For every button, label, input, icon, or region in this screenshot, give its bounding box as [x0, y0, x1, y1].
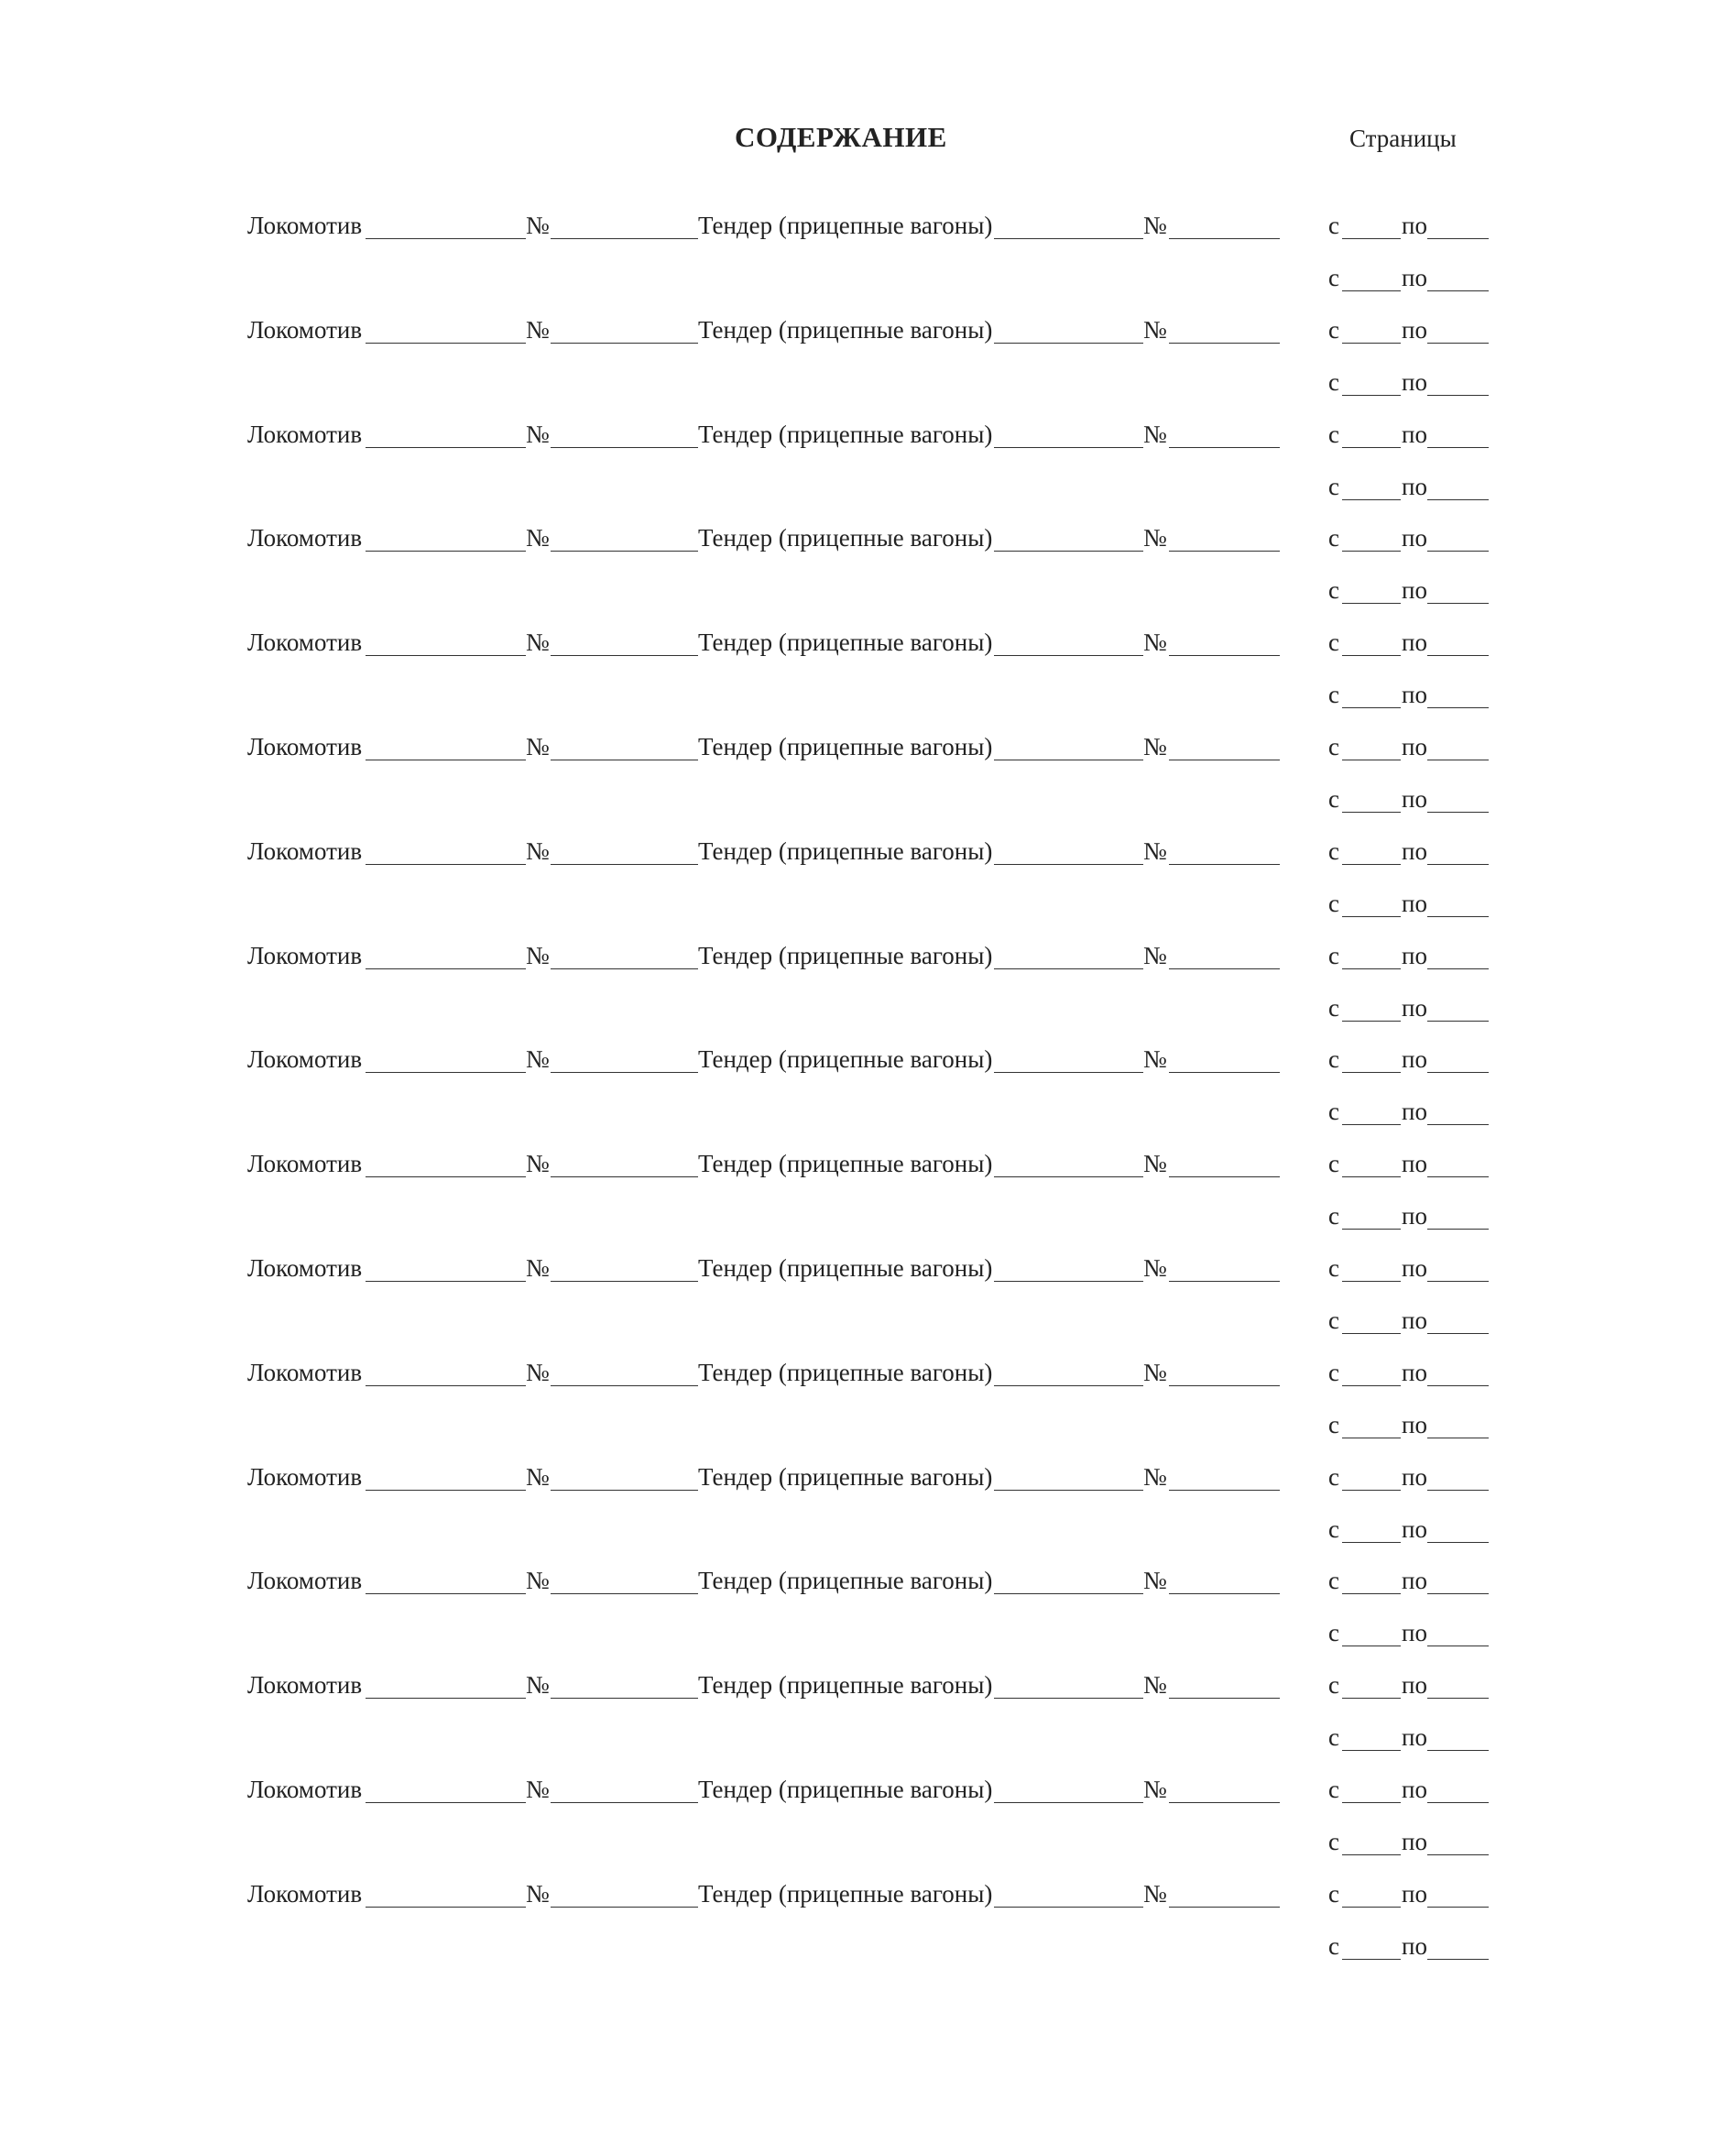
page-from-label: с — [1328, 1932, 1339, 1960]
page-to-blank[interactable] — [1427, 1124, 1489, 1125]
page-range — [0, 1197, 1736, 1234]
page-to-blank[interactable] — [1427, 290, 1489, 291]
page-range — [0, 1562, 1736, 1599]
page-to-blank[interactable] — [1427, 1854, 1489, 1855]
locomotive-number-label: № — [526, 629, 550, 656]
tender-label: Тендер (прицепные вагоны) — [698, 942, 993, 969]
page-from-blank[interactable] — [1342, 1750, 1401, 1751]
page-to-blank[interactable] — [1427, 968, 1489, 969]
page-from-label: с — [1328, 316, 1339, 344]
page-range — [0, 1250, 1736, 1286]
page-from-label: с — [1328, 1150, 1339, 1177]
page-from-blank[interactable] — [1342, 1593, 1401, 1594]
page-to-label: по — [1402, 1098, 1427, 1125]
page-to-blank[interactable] — [1427, 447, 1489, 448]
locomotive-number-label: № — [526, 1776, 550, 1803]
tender-number-label: № — [1143, 942, 1167, 969]
locomotive-label: Локомотив — [247, 1045, 363, 1073]
page-to-blank[interactable] — [1427, 1802, 1489, 1803]
tender-number-label: № — [1143, 1463, 1167, 1491]
locomotive-number-label: № — [526, 524, 550, 552]
page-to-label: по — [1402, 1567, 1427, 1594]
page-from-blank[interactable] — [1342, 1229, 1401, 1230]
page-to-label: по — [1402, 1254, 1427, 1282]
page-to-blank[interactable] — [1427, 603, 1489, 604]
page-from-label: с — [1328, 212, 1339, 239]
tender-number-label: № — [1143, 1045, 1167, 1073]
page-from-label: с — [1328, 1202, 1339, 1230]
page-range — [0, 1719, 1736, 1755]
page-to-label: по — [1402, 1045, 1427, 1073]
locomotive-label: Локомотив — [247, 212, 363, 239]
page-to-blank[interactable] — [1427, 864, 1489, 865]
tender-number-label: № — [1143, 837, 1167, 865]
tender-label: Тендер (прицепные вагоны) — [698, 1045, 993, 1073]
page-to-label: по — [1402, 1880, 1427, 1908]
locomotive-number-label: № — [526, 1359, 550, 1386]
page-from-blank[interactable] — [1342, 1333, 1401, 1334]
page-to-label: по — [1402, 1463, 1427, 1491]
page-to-label: по — [1402, 1411, 1427, 1438]
locomotive-number-label: № — [526, 1045, 550, 1073]
page-from-label: с — [1328, 1515, 1339, 1543]
tender-label: Тендер (прицепные вагоны) — [698, 1567, 993, 1594]
page-to-label: по — [1402, 1828, 1427, 1855]
page-to-blank[interactable] — [1427, 1385, 1489, 1386]
locomotive-number-label: № — [526, 421, 550, 448]
page-from-label: с — [1328, 629, 1339, 656]
page-from-label: с — [1328, 1045, 1339, 1073]
page-to-label: по — [1402, 316, 1427, 344]
page-from-blank[interactable] — [1342, 655, 1401, 656]
locomotive-label: Локомотив — [247, 1254, 363, 1282]
tender-number-label: № — [1143, 316, 1167, 344]
page-to-blank[interactable] — [1427, 1281, 1489, 1282]
page-to-blank[interactable] — [1427, 1490, 1489, 1491]
page-to-blank[interactable] — [1427, 1959, 1489, 1960]
page-to-label: по — [1402, 1776, 1427, 1803]
page-from-label: с — [1328, 733, 1339, 760]
page-from-label: с — [1328, 1463, 1339, 1491]
page-to-label: по — [1402, 264, 1427, 291]
page-to-label: по — [1402, 421, 1427, 448]
locomotive-label: Локомотив — [247, 1359, 363, 1386]
page-to-label: по — [1402, 890, 1427, 917]
page-range — [0, 624, 1736, 661]
page-from-label: с — [1328, 1567, 1339, 1594]
page-to-blank[interactable] — [1427, 343, 1489, 344]
page-to-label: по — [1402, 785, 1427, 813]
page-from-label: с — [1328, 994, 1339, 1022]
locomotive-number-label: № — [526, 1150, 550, 1177]
page-range — [0, 1771, 1736, 1808]
page-range — [0, 259, 1736, 296]
locomotive-label: Локомотив — [247, 1671, 363, 1699]
page-range — [0, 468, 1736, 505]
page-from-blank[interactable] — [1342, 1124, 1401, 1125]
locomotive-label: Локомотив — [247, 629, 363, 656]
page-from-label: с — [1328, 1359, 1339, 1386]
tender-label: Тендер (прицепные вагоны) — [698, 1150, 993, 1177]
tender-number-label: № — [1143, 1359, 1167, 1386]
page-to-blank[interactable] — [1427, 1750, 1489, 1751]
tender-number-label: № — [1143, 1776, 1167, 1803]
page-from-blank[interactable] — [1342, 1959, 1401, 1960]
page-from-blank[interactable] — [1342, 343, 1401, 344]
locomotive-label: Локомотив — [247, 316, 363, 344]
page-from-blank[interactable] — [1342, 603, 1401, 604]
page-to-blank[interactable] — [1427, 812, 1489, 813]
page-from-blank[interactable] — [1342, 1072, 1401, 1073]
page-range — [0, 416, 1736, 453]
page-to-label: по — [1402, 942, 1427, 969]
tender-label: Тендер (прицепные вагоны) — [698, 1880, 993, 1908]
locomotive-label: Локомотив — [247, 733, 363, 760]
page-to-label: по — [1402, 473, 1427, 500]
page-range — [0, 1928, 1736, 1964]
page-from-blank[interactable] — [1342, 812, 1401, 813]
page-range — [0, 1406, 1736, 1443]
locomotive-number-label: № — [526, 837, 550, 865]
page-to-blank[interactable] — [1427, 238, 1489, 239]
page-from-label: с — [1328, 421, 1339, 448]
page-range — [0, 207, 1736, 244]
page-range — [0, 1875, 1736, 1912]
tender-label: Тендер (прицепные вагоны) — [698, 316, 993, 344]
tender-label: Тендер (прицепные вагоны) — [698, 629, 993, 656]
page-to-label: по — [1402, 681, 1427, 708]
page-range — [0, 1145, 1736, 1182]
locomotive-number-label: № — [526, 1567, 550, 1594]
page-from-label: с — [1328, 1254, 1339, 1282]
page-to-blank[interactable] — [1427, 1907, 1489, 1908]
page-to-label: по — [1402, 576, 1427, 604]
tender-number-label: № — [1143, 1880, 1167, 1908]
locomotive-label: Локомотив — [247, 1776, 363, 1803]
page-to-label: по — [1402, 1723, 1427, 1751]
page-to-blank[interactable] — [1427, 1593, 1489, 1594]
locomotive-label: Локомотив — [247, 1567, 363, 1594]
tender-label: Тендер (прицепные вагоны) — [698, 1671, 993, 1699]
tender-number-label: № — [1143, 1671, 1167, 1699]
page-from-label: с — [1328, 1098, 1339, 1125]
page-from-blank[interactable] — [1342, 1176, 1401, 1177]
page-title: СОДЕРЖАНИЕ — [735, 121, 947, 153]
page-from-blank[interactable] — [1342, 1385, 1401, 1386]
tender-label: Тендер (прицепные вагоны) — [698, 837, 993, 865]
locomotive-number-label: № — [526, 212, 550, 239]
page-range — [0, 728, 1736, 765]
page-from-label: с — [1328, 890, 1339, 917]
page-from-label: с — [1328, 1411, 1339, 1438]
tender-label: Тендер (прицепные вагоны) — [698, 524, 993, 552]
page-from-label: с — [1328, 473, 1339, 500]
page-to-blank[interactable] — [1427, 1072, 1489, 1073]
page-to-label: по — [1402, 1359, 1427, 1386]
page-range — [0, 989, 1736, 1026]
page-to-blank[interactable] — [1427, 1542, 1489, 1543]
locomotive-label: Локомотив — [247, 1463, 363, 1491]
page-from-label: с — [1328, 524, 1339, 552]
page-to-label: по — [1402, 733, 1427, 760]
page-from-blank[interactable] — [1342, 1854, 1401, 1855]
page-from-label: с — [1328, 264, 1339, 291]
page-from-label: с — [1328, 1880, 1339, 1908]
page-from-label: с — [1328, 785, 1339, 813]
locomotive-label: Локомотив — [247, 837, 363, 865]
locomotive-label: Локомотив — [247, 942, 363, 969]
page-from-label: с — [1328, 368, 1339, 396]
page-to-label: по — [1402, 524, 1427, 552]
page-to-label: по — [1402, 994, 1427, 1022]
page-from-blank[interactable] — [1342, 1698, 1401, 1699]
tender-label: Тендер (прицепные вагоны) — [698, 421, 993, 448]
tender-number-label: № — [1143, 629, 1167, 656]
page-range — [0, 1354, 1736, 1391]
tender-label: Тендер (прицепные вагоны) — [698, 733, 993, 760]
page-from-label: с — [1328, 1828, 1339, 1855]
page-to-label: по — [1402, 1202, 1427, 1230]
page-from-blank[interactable] — [1342, 238, 1401, 239]
page-from-blank[interactable] — [1342, 864, 1401, 865]
page-to-blank[interactable] — [1427, 1333, 1489, 1334]
locomotive-label: Локомотив — [247, 421, 363, 448]
tender-label: Тендер (прицепные вагоны) — [698, 1359, 993, 1386]
page-from-blank[interactable] — [1342, 916, 1401, 917]
page-to-label: по — [1402, 1150, 1427, 1177]
page-range — [0, 833, 1736, 869]
page-from-label: с — [1328, 1776, 1339, 1803]
page-from-label: с — [1328, 1619, 1339, 1646]
locomotive-number-label: № — [526, 733, 550, 760]
page-range — [0, 1302, 1736, 1339]
page-to-blank[interactable] — [1427, 1021, 1489, 1022]
page-to-label: по — [1402, 629, 1427, 656]
tender-number-label: № — [1143, 421, 1167, 448]
page-from-blank[interactable] — [1342, 1281, 1401, 1282]
page-to-blank[interactable] — [1427, 655, 1489, 656]
page-range — [0, 1511, 1736, 1547]
page-from-label: с — [1328, 1307, 1339, 1334]
page-to-blank[interactable] — [1427, 707, 1489, 708]
page-from-label: с — [1328, 1723, 1339, 1751]
tender-label: Тендер (прицепные вагоны) — [698, 212, 993, 239]
page-to-blank[interactable] — [1427, 551, 1489, 552]
locomotive-number-label: № — [526, 1671, 550, 1699]
page-from-blank[interactable] — [1342, 551, 1401, 552]
page-range — [0, 1823, 1736, 1860]
tender-number-label: № — [1143, 212, 1167, 239]
page-to-label: по — [1402, 212, 1427, 239]
page-to-blank[interactable] — [1427, 499, 1489, 500]
page-to-label: по — [1402, 1515, 1427, 1543]
pages-column-header: Страницы — [1349, 125, 1457, 152]
tender-number-label: № — [1143, 1254, 1167, 1282]
page-from-blank[interactable] — [1342, 968, 1401, 969]
page-range — [0, 1041, 1736, 1077]
page-from-blank[interactable] — [1342, 1802, 1401, 1803]
page-to-label: по — [1402, 368, 1427, 396]
page-range — [0, 1614, 1736, 1651]
page-to-label: по — [1402, 1619, 1427, 1646]
tender-label: Тендер (прицепные вагоны) — [698, 1254, 993, 1282]
tender-label: Тендер (прицепные вагоны) — [698, 1776, 993, 1803]
page-from-label: с — [1328, 942, 1339, 969]
page-range — [0, 312, 1736, 348]
page-from-blank[interactable] — [1342, 395, 1401, 396]
page-range — [0, 572, 1736, 608]
page-range — [0, 1093, 1736, 1130]
locomotive-number-label: № — [526, 1463, 550, 1491]
locomotive-number-label: № — [526, 942, 550, 969]
page-to-blank[interactable] — [1427, 916, 1489, 917]
page-from-blank[interactable] — [1342, 1907, 1401, 1908]
tender-number-label: № — [1143, 1150, 1167, 1177]
page-from-blank[interactable] — [1342, 1542, 1401, 1543]
locomotive-number-label: № — [526, 1880, 550, 1908]
locomotive-label: Локомотив — [247, 1880, 363, 1908]
tender-number-label: № — [1143, 1567, 1167, 1594]
page-from-blank[interactable] — [1342, 1021, 1401, 1022]
locomotive-number-label: № — [526, 1254, 550, 1282]
page-range — [0, 937, 1736, 974]
locomotive-label: Локомотив — [247, 1150, 363, 1177]
tender-number-label: № — [1143, 733, 1167, 760]
page-to-label: по — [1402, 837, 1427, 865]
page-range — [0, 885, 1736, 922]
page-to-blank[interactable] — [1427, 1176, 1489, 1177]
page-from-label: с — [1328, 1671, 1339, 1699]
page-range — [0, 1459, 1736, 1495]
page-range — [0, 519, 1736, 556]
page-range — [0, 781, 1736, 817]
page-to-blank[interactable] — [1427, 1229, 1489, 1230]
page-range — [0, 364, 1736, 400]
page-from-label: с — [1328, 837, 1339, 865]
page-to-label: по — [1402, 1307, 1427, 1334]
page-from-blank[interactable] — [1342, 707, 1401, 708]
page-to-blank[interactable] — [1427, 1698, 1489, 1699]
tender-number-label: № — [1143, 524, 1167, 552]
page-to-label: по — [1402, 1671, 1427, 1699]
page-from-blank[interactable] — [1342, 499, 1401, 500]
page-from-blank[interactable] — [1342, 290, 1401, 291]
page-to-label: по — [1402, 1932, 1427, 1960]
page-range — [0, 1667, 1736, 1703]
page-to-blank[interactable] — [1427, 395, 1489, 396]
locomotive-number-label: № — [526, 316, 550, 344]
locomotive-label: Локомотив — [247, 524, 363, 552]
page-from-blank[interactable] — [1342, 1490, 1401, 1491]
page-from-blank[interactable] — [1342, 447, 1401, 448]
page-range — [0, 676, 1736, 713]
page-from-label: с — [1328, 681, 1339, 708]
page-from-label: с — [1328, 576, 1339, 604]
tender-label: Тендер (прицепные вагоны) — [698, 1463, 993, 1491]
